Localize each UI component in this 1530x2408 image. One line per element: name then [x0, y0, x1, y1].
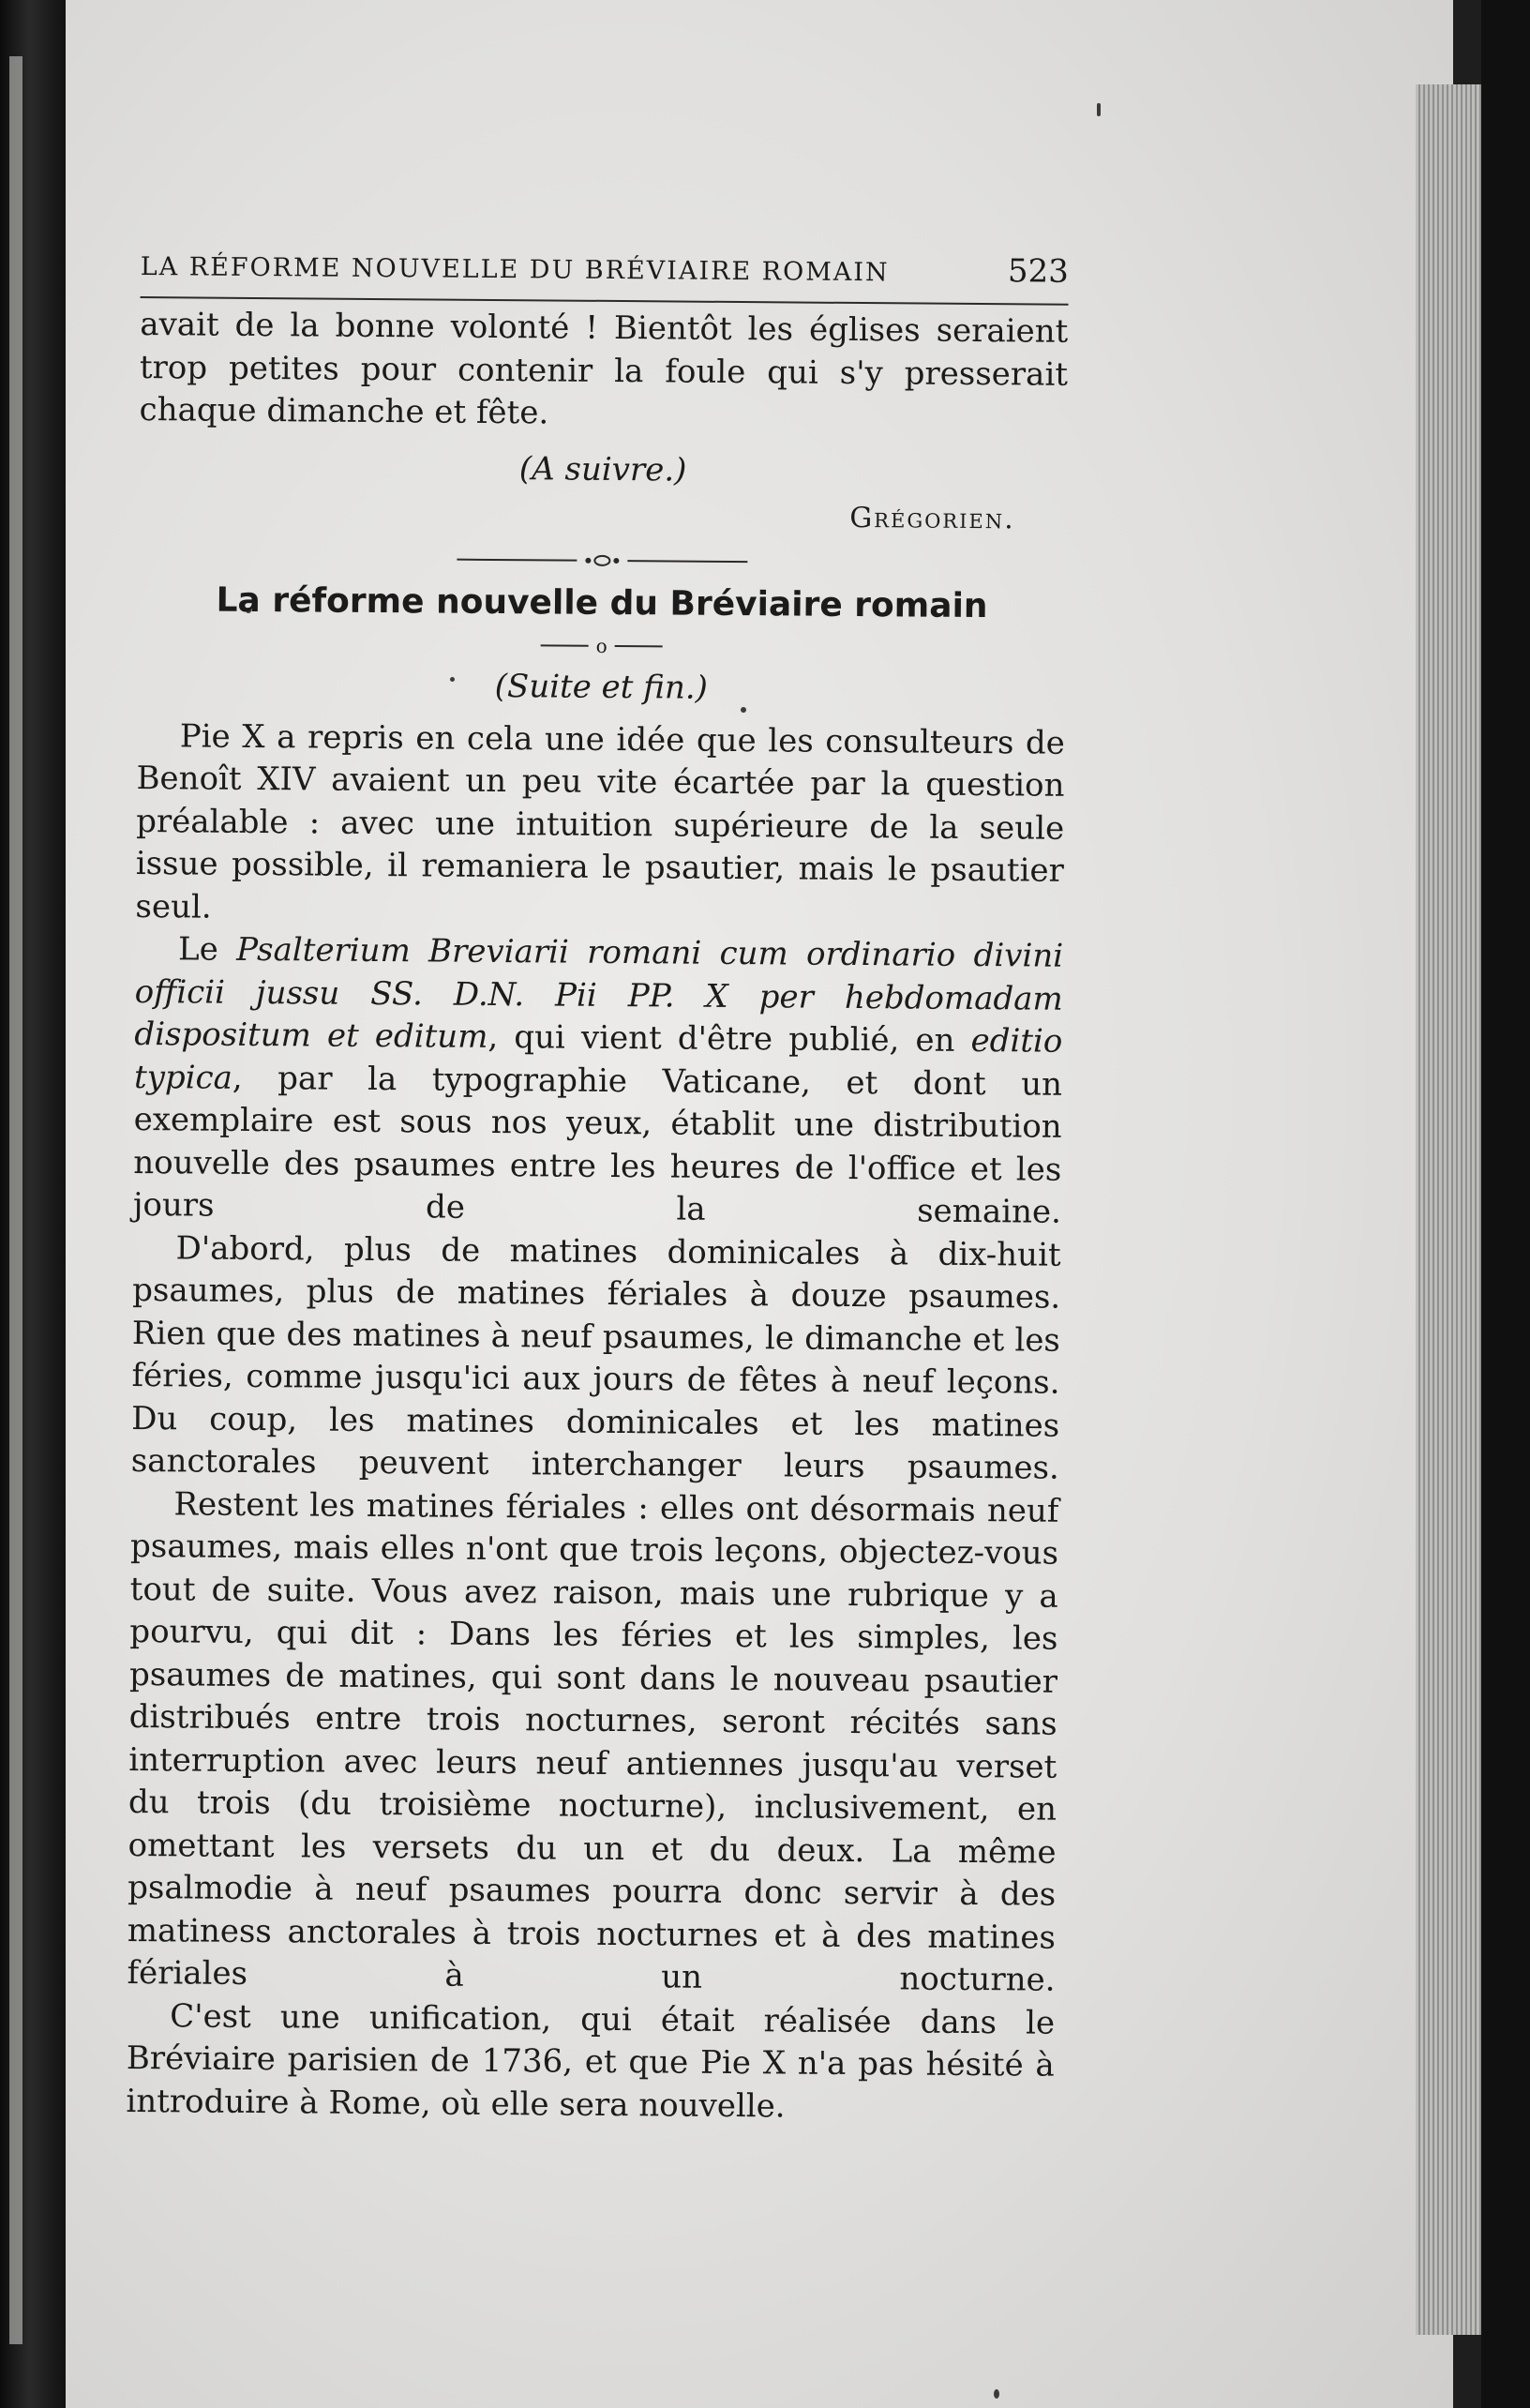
title-divider: [138, 630, 1066, 660]
facing-page-edge: [9, 56, 22, 2344]
page-text: [126, 246, 1069, 2130]
paragraph-2: [133, 928, 1063, 1234]
running-head: [141, 246, 1069, 296]
paragraph-2-rest: , par la typographie Vaticane, et dont un exemplaire est sous nos yeux, établit une distribution nouvelle des psaumes entre les heures de l'office et les jours de la semaine.: [132, 1059, 1063, 1231]
page-number: 523: [1007, 252, 1069, 291]
psalterium-title: Psalterium Breviarii romani cum ordinario divini officii jussu SS. D.N. Pii PP. X per hebdomadam dispositum et editum: [134, 930, 1064, 1056]
scan-background: [1481, 0, 1530, 2408]
page-stack-edges: [1416, 84, 1481, 2335]
paragraph-2-lead: Le: [177, 930, 218, 969]
paragraph-1: Pie X a repris en cela une idée que les consulteurs de Benoît XIV avaient un peu vite écartée par la question préalable : avec une intuition supérieure de la seule issue possible, il remaniera le psautier, mais le psautier seul.: [135, 716, 1066, 926]
fleuron-icon: [580, 552, 623, 567]
article-title: La réforme nouvelle du Bréviaire romain: [216, 580, 988, 625]
paragraph-4: Restent les matines fériales : elles ont désormais neuf psaumes, mais elles n'ont que trois leçons, objectez-vous tout de suite. Vous avez raison, mais une rubrique y a pourvu, qui dit : Dans les féries et les simples, les psaumes de matines, qui sont dans le nouveau psautier distribués entre trois nocturnes, seront récités sans interruption avec leurs neuf antiennes jusqu'au verset du trois (du troisième nocturne), inclusivement, en omettant les versets du un et du deux. La même psalmodie à neuf psaumes pourra donc servir à des matiness anctorales à trois nocturnes et à des matines fériales à un nocturne.: [127, 1484, 1059, 1999]
to-be-continued: (A suivre.): [518, 449, 687, 489]
scan-speck: [994, 2389, 999, 2399]
small-ornament-mark: o: [595, 634, 608, 657]
paragraph-5: C'est une unification, qui était réalisée dans le Bréviaire parisien de 1736, et que Pie X n'a pas hésité à introduire à Rome, où elle sera nouvelle.: [126, 1996, 1056, 2125]
article-subtitle: (Suite et fin.): [494, 667, 709, 707]
small-ornament-line-left: [541, 644, 589, 646]
paragraph-2-middle: , qui vient d'être publié, en: [488, 1017, 955, 1060]
section-divider: [138, 548, 1066, 572]
running-head-title: LA RÉFORME NOUVELLE DU BRÉVIAIRE ROMAIN: [140, 251, 890, 288]
small-ornament-line-right: [615, 644, 663, 646]
small-ornament: [541, 634, 663, 657]
ornament-line-right: [627, 560, 747, 563]
scan-speck: [1097, 103, 1101, 116]
ornament-line-left: [457, 558, 577, 561]
author-signature: Grégorien.: [849, 501, 1015, 535]
ornament-rule: [457, 550, 747, 569]
previous-article-text: avait de la bonne volonté ! Bientôt les églises seraient trop petites pour contenir la foule qui s'y presserait chaque dimanche et fête.: [139, 305, 1069, 432]
paragraph-3: D'abord, plus de matines dominicales à dix-huit psaumes, plus de matines fériales à douze psaumes. Rien que des matines à neuf psaumes, le dimanche et les féries, comme jusqu'ici aux jours de fêtes à neuf leçons. Du coup, les matines dominicales et les matines sanctorales peuvent interchanger leurs psaumes.: [130, 1228, 1061, 1487]
editio-typica: editio typica: [133, 1021, 1063, 1097]
